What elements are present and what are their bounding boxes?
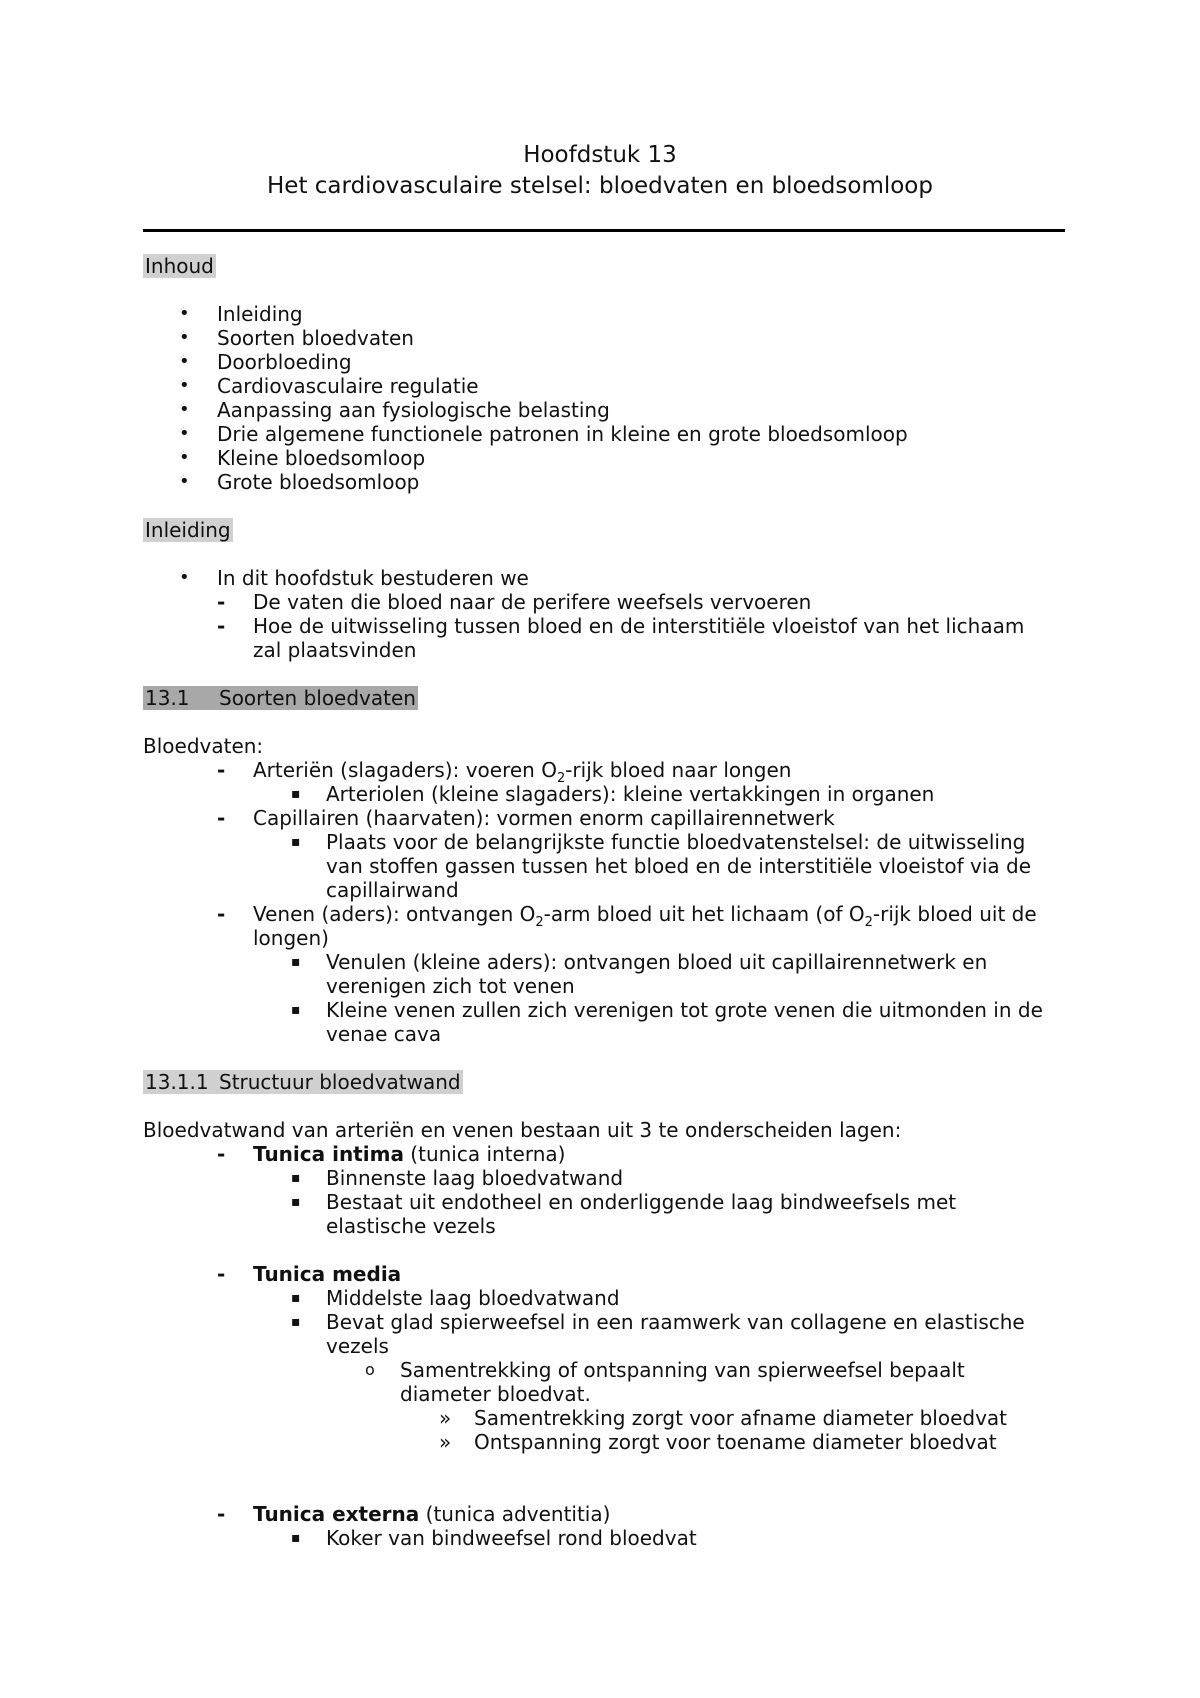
bullet-dot-icon: • <box>179 567 190 588</box>
bullet-dash-icon: - <box>217 1262 226 1286</box>
bullet-square-icon: ▪ <box>291 1530 301 1546</box>
title-block <box>0 140 1200 202</box>
list-item: o Samentrekking of ontspanning van spierweefsel bepaalt diameter bloedvat. <box>365 1358 965 1406</box>
list-item: » Samentrekking zorgt voor afname diameter bloedvat <box>439 1406 1007 1430</box>
bullet-dot-icon: • <box>179 327 190 348</box>
list-item: ▪ Arteriolen (kleine slagaders): kleine vertakkingen in organen <box>291 782 935 806</box>
bullet-square-icon: ▪ <box>291 786 301 802</box>
list-item: - Tunica intima (tunica interna) <box>217 1142 566 1166</box>
bullet-guillemet-icon: » <box>439 1430 452 1454</box>
list-item: - Venen (aders): ontvangen $O_2$-arm bloed uit het lichaam (of $O_2$-rijk bloed uit de longen) <box>217 902 1037 950</box>
list-item: • Aanpassing aan fysiologische belasting <box>179 398 610 422</box>
bullet-guillemet-icon: » <box>439 1406 452 1430</box>
list-item: - Hoe de uitwisseling tussen bloed en de interstitiële vloeistof van het lichaam zal plaatsvinden <box>217 614 1025 662</box>
bullet-dot-icon: • <box>179 375 190 396</box>
chapter-title: Hoofdstuk 13 <box>523 142 677 168</box>
list-item: ▪ Koker van bindweefsel rond bloedvat <box>291 1526 697 1550</box>
list-item: • Grote bloedsomloop <box>179 470 420 494</box>
bullet-dash-icon: - <box>217 758 226 782</box>
bullet-dot-icon: • <box>179 447 190 468</box>
bullet-circle-icon: o <box>365 1360 375 1379</box>
bullet-dot-icon: • <box>179 303 190 324</box>
list-item: ▪ Binnenste laag bloedvatwand <box>291 1166 624 1190</box>
list-item: • Soorten bloedvaten <box>179 326 414 350</box>
bullet-dash-icon: - <box>217 1502 226 1526</box>
section-13-1-heading: 13.1 Soorten bloedvaten <box>145 686 416 710</box>
bullet-square-icon: ▪ <box>291 1170 301 1186</box>
intro-heading: Inleiding <box>145 518 231 542</box>
document-body <box>143 254 1073 1550</box>
bullet-dash-icon: - <box>217 806 226 830</box>
bullet-dash-icon: - <box>217 590 226 614</box>
bullet-square-icon: ▪ <box>291 834 301 850</box>
list-item: • Inleiding <box>179 302 303 326</box>
list-item: ▪ Bevat glad spierweefsel in een raamwerk van collagene en elastische vezels <box>291 1310 1025 1358</box>
list-item: • Cardiovasculaire regulatie <box>179 374 479 398</box>
list-item: - Capillairen (haarvaten): vormen enorm capillairennetwerk <box>217 806 835 830</box>
bullet-dot-icon: • <box>179 399 190 420</box>
s1311-lead: Bloedvatwand van arteriën en venen bestaan uit 3 te onderscheiden lagen: <box>143 1118 902 1142</box>
list-item: - Arteriën (slagaders): voeren $O_2$-rijk bloed naar longen <box>217 758 792 786</box>
list-item: • Drie algemene functionele patronen in kleine en grote bloedsomloop <box>179 422 908 446</box>
title-rule <box>143 229 1065 232</box>
section-13-1-1-heading: 13.1.1 Structuur bloedvatwand <box>145 1070 461 1094</box>
list-item: - Tunica externa (tunica adventitia) <box>217 1502 611 1526</box>
bullet-square-icon: ▪ <box>291 1314 301 1330</box>
list-item: ▪ Bestaat uit endotheel en onderliggende laag bindweefsels met elastische vezels <box>291 1190 957 1238</box>
chapter-subtitle: Het cardiovasculaire stelsel: bloedvaten en bloedsomloop <box>267 173 933 199</box>
bullet-dot-icon: • <box>179 471 190 492</box>
bullet-square-icon: ▪ <box>291 1002 301 1018</box>
toc-heading: Inhoud <box>145 254 214 278</box>
bullet-dash-icon: - <box>217 902 226 926</box>
list-item: ▪ Middelste laag bloedvatwand <box>291 1286 620 1310</box>
list-item: » Ontspanning zorgt voor toename diameter bloedvat <box>439 1430 997 1454</box>
bullet-dash-icon: - <box>217 614 226 638</box>
s131-lead: Bloedvaten: <box>143 734 264 758</box>
list-item: - Tunica media <box>217 1262 402 1286</box>
bullet-square-icon: ▪ <box>291 954 301 970</box>
bullet-dash-icon: - <box>217 1142 226 1166</box>
bullet-dot-icon: • <box>179 351 190 372</box>
list-item: • Doorbloeding <box>179 350 352 374</box>
list-item: • Kleine bloedsomloop <box>179 446 426 470</box>
bullet-dot-icon: • <box>179 423 190 444</box>
list-item: - De vaten die bloed naar de perifere weefsels vervoeren <box>217 590 812 614</box>
list-item: ▪ Plaats voor de belangrijkste functie bloedvatenstelsel: de uitwisseling van stoffen gassen tussen het bloed en de interstitiële vloeistof via de capillairwand <box>291 830 1032 902</box>
bullet-square-icon: ▪ <box>291 1194 301 1210</box>
list-item: ▪ Venulen (kleine aders): ontvangen bloed uit capillairennetwerk en verenigen zich tot venen <box>291 950 988 998</box>
list-item: • In dit hoofdstuk bestuderen we <box>179 566 529 590</box>
list-item: ▪ Kleine venen zullen zich verenigen tot grote venen die uitmonden in de venae cava <box>291 998 1043 1046</box>
bullet-square-icon: ▪ <box>291 1290 301 1306</box>
toc-list <box>143 302 1073 494</box>
